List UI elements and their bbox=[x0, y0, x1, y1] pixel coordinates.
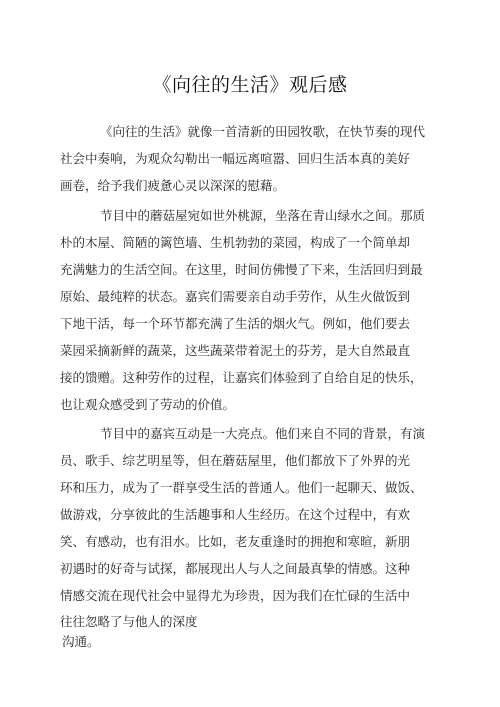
paragraph-line: 初遇时的好奇与试探，都展现出人与人之间最真挚的情感。这种 bbox=[60, 561, 411, 576]
paragraph-line: 员、歌手、综艺明星等，但在蘑菇屋里，他们都放下了外界的光 bbox=[60, 453, 411, 468]
paragraph-line: 笑、有感动，也有泪水。比如，老友重逢时的拥抱和寒暄，新朋 bbox=[60, 534, 411, 549]
paragraph-line: 《向往的生活》就像一首清新的田园牧歌，在快节奏的现代 bbox=[100, 124, 426, 139]
paragraph-line: 社会中奏响，为观众勾勒出一幅远离喧嚣、回归生活本真的美好 bbox=[60, 151, 411, 166]
paragraph-line: 沟通。 bbox=[62, 634, 100, 649]
paragraph-line: 节目中的嘉宾互动是一大亮点。他们来自不同的背景，有演 bbox=[100, 426, 426, 441]
paragraph-line: 画卷，给予我们疲惫心灵以深深的慰藉。 bbox=[60, 178, 286, 193]
paragraph-line: 充满魅力的生活空间。在这里，时间仿佛慢了下来，生活回归到最 bbox=[60, 262, 423, 277]
paragraph-line: 也让观众感受到了劳动的价值。 bbox=[60, 397, 236, 412]
paragraph-line: 环和压力，成为了一群享受生活的普通人。他们一起聊天、做饭、 bbox=[60, 480, 423, 495]
paragraph-line: 做游戏，分享彼此的生活趣事和人生经历。在这个过程中，有欢 bbox=[60, 507, 411, 522]
paragraph-line: 原始、最纯粹的状态。嘉宾们需要亲自动手劳作，从生火做饭到 bbox=[60, 289, 411, 304]
paragraph-line: 接的馈赠。这种劳作的过程，让嘉宾们体验到了自给自足的快乐， bbox=[60, 370, 423, 385]
paragraph-line: 往往忽略了与他人的深度 bbox=[60, 614, 198, 629]
paragraph-line: 朴的木屋、简陋的篱笆墙、生机勃勃的菜园，构成了一个简单却 bbox=[60, 235, 411, 250]
paragraph-line: 情感交流在现代社会中显得尤为珍贵，因为我们在忙碌的生活中 bbox=[60, 588, 411, 603]
paragraph-line: 节目中的蘑菇屋宛如世外桃源，坐落在青山绿水之间。那质 bbox=[100, 208, 426, 223]
paragraph-line: 菜园采摘新鲜的蔬菜，这些蔬菜带着泥土的芬芳，是大自然最直 bbox=[60, 343, 411, 358]
paragraph-line: 下地干活，每一个环节都充满了生活的烟火气。例如，他们要去 bbox=[60, 316, 411, 331]
document-title: 《向往的生活》观后感 bbox=[152, 74, 348, 96]
